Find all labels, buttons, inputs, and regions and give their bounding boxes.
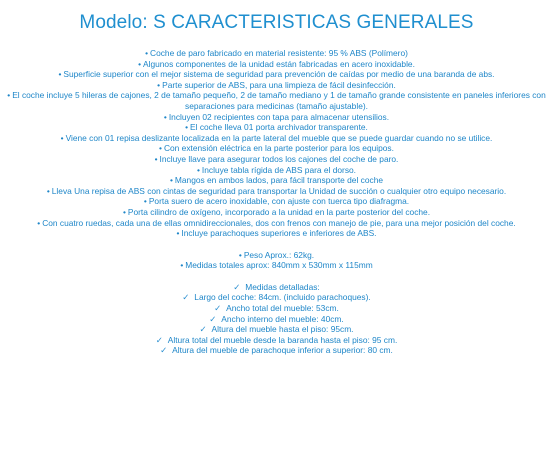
spec-text: Medidas totales aprox: 840mm x 530mm x 115mm [185, 260, 373, 271]
bullet-icon: • [238, 249, 242, 260]
detail-item [6, 324, 547, 335]
feature-item [6, 122, 547, 133]
bullet-icon: • [138, 58, 141, 69]
feature-item [6, 69, 547, 80]
details-heading [6, 282, 547, 293]
feature-text: Incluye parachoques superiores e inferiores de ABS. [181, 228, 377, 239]
check-icon: ✓ [214, 303, 222, 314]
feature-item [6, 80, 547, 91]
bullet-icon: • [60, 132, 64, 143]
spec-item [6, 260, 547, 271]
detail-text: Altura del mueble hasta el piso: 95cm. [211, 324, 354, 335]
feature-text: El coche incluye 5 hileras de cajones, 2 de tamaño pequeño, 2 de tamaño mediano y 1 de tamaño grande consistente en paneles inferiores con separaciones para medicinas (tamaño ajustable). [12, 90, 546, 111]
feature-text: Viene con 01 repisa deslizante localizada en la parte lateral del mueble que se puede guardar cuando no se utilice. [65, 132, 493, 143]
specs-list [6, 250, 547, 271]
bullet-icon: • [46, 185, 50, 196]
bullet-icon: • [58, 69, 62, 80]
bullet-icon: • [157, 79, 161, 90]
feature-item [6, 48, 547, 59]
feature-text: Mangos en ambos lados, para fácil transporte del coche [174, 175, 384, 186]
feature-item [6, 59, 547, 70]
page-title: Modelo: S CARACTERISTICAS GENERALES [79, 12, 474, 33]
detail-text: Ancho interno del mueble: 40cm. [221, 313, 344, 324]
bullet-icon: • [154, 153, 158, 164]
check-icon: ✓ [182, 292, 190, 303]
detail-item [6, 314, 547, 325]
feature-item [6, 218, 547, 229]
detail-item [6, 335, 547, 346]
feature-item [6, 207, 547, 218]
check-icon: ✓ [233, 281, 241, 292]
feature-text: Lleva Una repisa de ABS con cintas de seguridad para transportar la Unidad de succión o cualquier otro equipo necesario. [51, 185, 507, 196]
feature-item [6, 175, 547, 186]
bullet-icon: • [37, 217, 41, 228]
feature-text: Incluye tabla rígida de ABS para el dorso. [201, 164, 357, 175]
feature-text: Con extensión eléctrica en la parte posterior para los equipos. [163, 143, 394, 154]
feature-item [6, 133, 547, 144]
feature-text: Superficie superior con el mejor sistema de seguridad para prevención de caídas por medio de una baranda de abs. [63, 69, 495, 80]
feature-text: Porta cilindro de oxígeno, incorporado a la unidad en la parte posterior del coche. [127, 206, 431, 217]
features-list [6, 48, 547, 239]
feature-text: Incluye llave para asegurar todos los cajones del coche de paro. [159, 153, 399, 164]
detail-text: Largo del coche: 84cm. (incluido parachoques). [194, 292, 371, 303]
bullet-icon: • [185, 122, 189, 133]
feature-item [6, 112, 547, 123]
feature-text: Incluyen 02 recipientes con tapa para almacenar utensilios. [168, 111, 390, 122]
bullet-icon: • [176, 228, 180, 239]
bullet-icon: • [159, 143, 162, 154]
feature-item [6, 196, 547, 207]
detail-item [6, 345, 547, 356]
detail-text: Altura del mueble de parachoque inferior a superior: 80 cm. [172, 345, 393, 356]
feature-item [6, 154, 547, 165]
feature-text: El coche lleva 01 porta archivador transparente. [190, 122, 368, 133]
bullet-icon: • [196, 164, 200, 175]
detail-text: Altura total del mueble desde la baranda hasta el piso: 95 cm. [167, 334, 398, 345]
detail-text: Ancho total del mueble: 53cm. [226, 303, 339, 314]
check-icon: ✓ [199, 324, 207, 335]
feature-text: Algunos componentes de la unidad están fabricadas en acero inoxidable. [143, 58, 415, 69]
feature-text: Coche de paro fabricado en material resistente: 95 % ABS (Polímero) [150, 48, 408, 58]
feature-item [6, 90, 547, 111]
feature-item [6, 228, 547, 239]
bullet-icon: • [122, 206, 126, 217]
bullet-icon: • [143, 196, 147, 207]
feature-item [6, 143, 547, 154]
feature-item [6, 165, 547, 176]
details-list [6, 282, 547, 356]
spec-text: Peso Aprox.: 62kg. [243, 249, 315, 260]
check-icon: ✓ [160, 345, 168, 356]
bullet-icon: • [180, 260, 184, 271]
bullet-icon: • [7, 90, 11, 101]
check-icon: ✓ [155, 334, 163, 345]
detail-item [6, 292, 547, 303]
bullet-icon: • [169, 175, 173, 186]
bullet-icon: • [145, 48, 149, 58]
check-icon: ✓ [209, 313, 217, 324]
feature-text: Con cuatro ruedas, cada una de ellas omnidireccionales, dos con frenos con manejo de pie, para una mejor posición del coche. [42, 217, 516, 228]
feature-text: Porta suero de acero inoxidable, con ajuste con tuerca tipo diafragma. [148, 196, 410, 207]
details-heading-text: Medidas detalladas: [245, 281, 320, 292]
spec-item [6, 250, 547, 261]
bullet-icon: • [163, 111, 167, 122]
detail-item [6, 303, 547, 314]
feature-item [6, 186, 547, 197]
feature-text: Parte superior de ABS, para una limpieza de fácil desinfección. [162, 79, 396, 90]
